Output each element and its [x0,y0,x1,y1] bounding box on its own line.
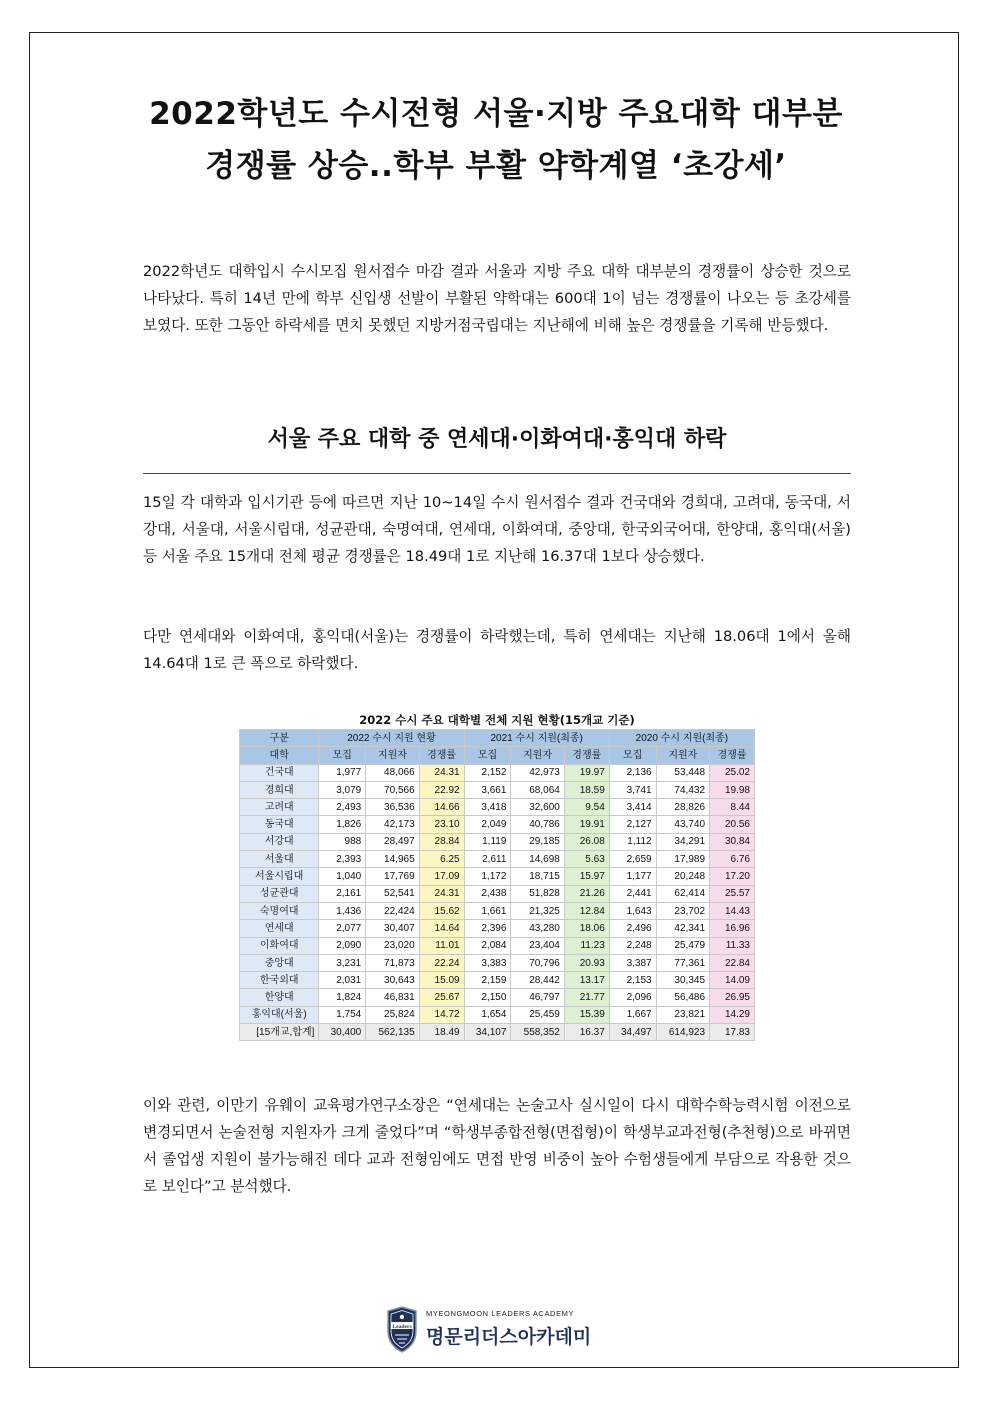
table-cell: 1,654 [464,1006,511,1023]
table-row [240,851,755,868]
table-cell: 34,291 [656,833,709,850]
university-cell: 서강대 [240,833,319,850]
table-cell: 2,090 [319,937,366,954]
table-cell: 22.24 [419,954,464,971]
table-cell: 77,361 [656,954,709,971]
table-cell: 28.84 [419,833,464,850]
article-title [60,88,932,192]
table-cell: 17.09 [419,868,464,885]
table-cell: 23,821 [656,1006,709,1023]
table-cell: 13.17 [564,972,609,989]
table-cell: 562,135 [366,1024,419,1041]
header-cell: 구분 [240,730,319,747]
shield-emblem-icon [384,1305,420,1355]
table-cell: 18,715 [511,868,564,885]
table-cell: 2,159 [464,972,511,989]
table-cell: 24.31 [419,885,464,902]
table-cell: 32,600 [511,799,564,816]
table-cell: 56,486 [656,989,709,1006]
table-cell: 2,248 [609,937,656,954]
table-row [240,885,755,902]
applications-table-figure [239,712,755,1041]
table-cell: 모집 [464,747,511,764]
table-cell: 2,084 [464,937,511,954]
table-cell: 1,754 [319,1006,366,1023]
university-cell: 대학 [240,747,319,764]
table-cell: 21.26 [564,885,609,902]
table-cell: 26.95 [710,989,755,1006]
table-cell: 3,387 [609,954,656,971]
applications-table [239,729,755,1041]
table-cell: 46,797 [511,989,564,1006]
table-cell: 28,826 [656,799,709,816]
table-cell: 614,923 [656,1024,709,1041]
table-row [240,781,755,798]
table-cell: 15.09 [419,972,464,989]
table-cell: 30,400 [319,1024,366,1041]
table-cell: 53,448 [656,764,709,781]
table-cell: 14.43 [710,902,755,919]
table-cell: 1,436 [319,902,366,919]
table-cell: 22.92 [419,781,464,798]
university-cell: [15개교,합계] [240,1024,319,1041]
table-cell: 24.31 [419,764,464,781]
table-cell: 1,824 [319,989,366,1006]
table-cell: 1,667 [609,1006,656,1023]
table-cell: 48,066 [366,764,419,781]
table-cell: 3,661 [464,781,511,798]
table-row [240,972,755,989]
logo-subtitle: MYEONGMOON LEADERS ACADEMY [426,1309,575,1318]
table-cell: 42,341 [656,920,709,937]
table-cell: 25.02 [710,764,755,781]
table-row [240,868,755,885]
paragraph-2: 다만 연세대와 이화여대, 홍익대(서울)는 경쟁률이 하락했는데, 특히 연세대는 지난해 18.06대 1에서 올해 14.64대 1로 큰 폭으로 하락했다. [143,628,851,672]
table-cell: 1,040 [319,868,366,885]
university-cell: 경희대 [240,781,319,798]
table-cell: 17,989 [656,851,709,868]
table-cell: 22.84 [710,954,755,971]
table-cell: 19.91 [564,816,609,833]
table-cell: 43,740 [656,816,709,833]
table-cell: 3,383 [464,954,511,971]
table-cell: 28,497 [366,833,419,850]
table-cell: 23,404 [511,937,564,954]
table-cell: 2,152 [464,764,511,781]
university-cell: 동국대 [240,816,319,833]
table-cell: 23,020 [366,937,419,954]
table-cell: 15.39 [564,1006,609,1023]
table-cell: 21.77 [564,989,609,1006]
table-cell: 25,459 [511,1006,564,1023]
table-cell: 지원자 [656,747,709,764]
table-cell: 2,496 [609,920,656,937]
table-cell: 74,432 [656,781,709,798]
university-cell: 건국대 [240,764,319,781]
table-cell: 20,248 [656,868,709,885]
table-cell: 26.08 [564,833,609,850]
university-cell: 고려대 [240,799,319,816]
table-cell: 11.33 [710,937,755,954]
table-cell: 2,393 [319,851,366,868]
table-cell: 20.93 [564,954,609,971]
table-cell: 14.29 [710,1006,755,1023]
table-row [240,816,755,833]
table-cell: 22,424 [366,902,419,919]
table-cell: 18.59 [564,781,609,798]
table-cell: 6.76 [710,851,755,868]
table-cell: 5.63 [564,851,609,868]
table-cell: 28,442 [511,972,564,989]
table-cell: 1,172 [464,868,511,885]
table-cell: 3,414 [609,799,656,816]
university-cell: 중앙대 [240,954,319,971]
table-cell: 경쟁률 [710,747,755,764]
table-cell: 17.83 [710,1024,755,1041]
table-header-row-2 [240,747,755,764]
table-cell: 14.72 [419,1006,464,1023]
table-row [240,764,755,781]
table-cell: 8.44 [710,799,755,816]
table-cell: 19.98 [710,781,755,798]
university-cell: 연세대 [240,920,319,937]
table-caption: 2022 수시 주요 대학별 전체 지원 현황(15개교 기준) [359,713,635,727]
table-cell: 23,702 [656,902,709,919]
table-cell: 34,107 [464,1024,511,1041]
table-row [240,989,755,1006]
university-cell: 홍익대(서울) [240,1006,319,1023]
header-cell: 2021 수시 지원(최종) [464,730,609,747]
table-cell: 경쟁률 [564,747,609,764]
table-cell: 15.97 [564,868,609,885]
table-cell: 70,566 [366,781,419,798]
table-cell: 36,536 [366,799,419,816]
table-cell: 1,177 [609,868,656,885]
table-cell: 43,280 [511,920,564,937]
table-cell: 18.49 [419,1024,464,1041]
university-cell: 한양대 [240,989,319,1006]
table-cell: 2,611 [464,851,511,868]
table-cell: 3,418 [464,799,511,816]
paragraph-3: 이와 관련, 이만기 유웨이 교육평가연구소장은 “연세대는 논술고사 실시일이 다시 대학수학능력시험 이전으로 변경되면서 논술전형 지원자가 크게 줄었다”며 “학생부종합전형(면접형)이 학생부교과전형(추천형)으로 바뀌면서 졸업생 지원이 불가능해진 데다 교과 전형임에도 면접 반영 비중이 높아 수험생들에게 부담으로 작용한 것으로 보인다”고 분석했다. [143,1097,851,1195]
table-cell: 71,873 [366,954,419,971]
table-cell: 1,826 [319,816,366,833]
table-cell: 25,479 [656,937,709,954]
table-cell: 11.23 [564,937,609,954]
table-cell: 62,414 [656,885,709,902]
table-cell: 모집 [609,747,656,764]
table-cell: 2,049 [464,816,511,833]
table-row [240,920,755,937]
table-cell: 3,079 [319,781,366,798]
table-cell: 40,786 [511,816,564,833]
table-cell: 19.97 [564,764,609,781]
table-cell: 경쟁률 [419,747,464,764]
table-cell: 23.10 [419,816,464,833]
table-cell: 14.09 [710,972,755,989]
table-header-row-1 [240,730,755,747]
table-cell: 2,127 [609,816,656,833]
university-cell: 서울대 [240,851,319,868]
table-cell: 지원자 [511,747,564,764]
table-cell: 2,136 [609,764,656,781]
title-line-1: 2022학년도 수시전형 서울·지방 주요대학 대부분 [149,96,843,132]
table-cell: 21,325 [511,902,564,919]
table-cell: 2,096 [609,989,656,1006]
table-cell: 14.66 [419,799,464,816]
table-cell: 25,824 [366,1006,419,1023]
table-cell: 988 [319,833,366,850]
table-cell: 34,497 [609,1024,656,1041]
paragraph-1: 15일 각 대학과 입시기관 등에 따르면 지난 10~14일 수시 원서접수 결과 건국대와 경희대, 고려대, 동국대, 서강대, 서울대, 서울시립대, 성균관대, 숙명여대, 연세대, 이화여대, 중앙대, 한국외국어대, 한양대, 홍익대(서울) 등 서울 주요 15개대 전체 평균 경쟁률은 18.49대 1로 지난해 16.37대 1보다 상승했다. [143,494,851,565]
table-cell: 42,973 [511,764,564,781]
table-cell: 2,150 [464,989,511,1006]
table-cell: 14,965 [366,851,419,868]
table-cell: 25.57 [710,885,755,902]
emblem-text: Leaders [392,1323,412,1330]
table-cell: 1,119 [464,833,511,850]
header-cell: 2022 수시 지원 현황 [319,730,464,747]
table-cell: 11.01 [419,937,464,954]
table-row [240,799,755,816]
table-row [240,833,755,850]
intro-paragraph: 2022학년도 대학입시 수시모집 원서접수 마감 결과 서울과 지방 주요 대학 대부분의 경쟁률이 상승한 것으로 나타났다. 특히 14년 만에 학부 신입생 선발이 부활된 약학대는 600대 1이 넘는 경쟁률이 나오는 등 초강세를 보였다. 또한 그동안 하락세를 면치 못했던 지방거점국립대는 지난해에 비해 높은 경쟁률을 기록해 반등했다. [143,263,851,334]
university-cell: 이화여대 [240,937,319,954]
table-cell: 30.84 [710,833,755,850]
table-cell: 2,441 [609,885,656,902]
table-row [240,902,755,919]
table-cell: 18.06 [564,920,609,937]
table-cell: 모집 [319,747,366,764]
table-cell: 51,828 [511,885,564,902]
university-cell: 서울시립대 [240,868,319,885]
table-cell: 30,407 [366,920,419,937]
table-cell: 68,064 [511,781,564,798]
table-cell: 30,643 [366,972,419,989]
academy-logo [384,1302,624,1358]
table-row [240,1006,755,1023]
table-cell: 9.54 [564,799,609,816]
table-total-row [240,1024,755,1041]
university-cell: 한국외대 [240,972,319,989]
table-row [240,937,755,954]
table-cell: 2,161 [319,885,366,902]
logo-name: 명문리더스아카데미 [426,1326,592,1348]
table-cell: 46,831 [366,989,419,1006]
table-cell: 558,352 [511,1024,564,1041]
table-cell: 15.62 [419,902,464,919]
table-cell: 25.67 [419,989,464,1006]
section-divider [143,473,851,474]
title-line-2: 경쟁률 상승..학부 부활 약학계열 ‘초강세’ [205,148,787,184]
table-cell: 1,112 [609,833,656,850]
table-cell: 52,541 [366,885,419,902]
university-cell: 숙명여대 [240,902,319,919]
table-cell: 2,438 [464,885,511,902]
table-cell: 1,661 [464,902,511,919]
section-heading: 서울 주요 대학 중 연세대·이화여대·홍익대 하락 [267,427,727,452]
table-cell: 14,698 [511,851,564,868]
table-cell: 29,185 [511,833,564,850]
table-cell: 지원자 [366,747,419,764]
table-cell: 2,493 [319,799,366,816]
table-cell: 70,796 [511,954,564,971]
table-cell: 12.84 [564,902,609,919]
table-cell: 14.64 [419,920,464,937]
table-cell: 16.37 [564,1024,609,1041]
header-cell: 2020 수시 지원(최종) [609,730,754,747]
table-cell: 17.20 [710,868,755,885]
table-cell: 2,659 [609,851,656,868]
table-cell: 3,231 [319,954,366,971]
table-row [240,954,755,971]
table-cell: 20.56 [710,816,755,833]
table-cell: 2,153 [609,972,656,989]
table-cell: 42,173 [366,816,419,833]
table-cell: 2,077 [319,920,366,937]
table-cell: 2,396 [464,920,511,937]
table-cell: 3,741 [609,781,656,798]
table-cell: 1,643 [609,902,656,919]
table-cell: 30,345 [656,972,709,989]
table-cell: 6.25 [419,851,464,868]
table-cell: 1,977 [319,764,366,781]
university-cell: 성균관대 [240,885,319,902]
table-cell: 16.96 [710,920,755,937]
table-cell: 2,031 [319,972,366,989]
table-cell: 17,769 [366,868,419,885]
